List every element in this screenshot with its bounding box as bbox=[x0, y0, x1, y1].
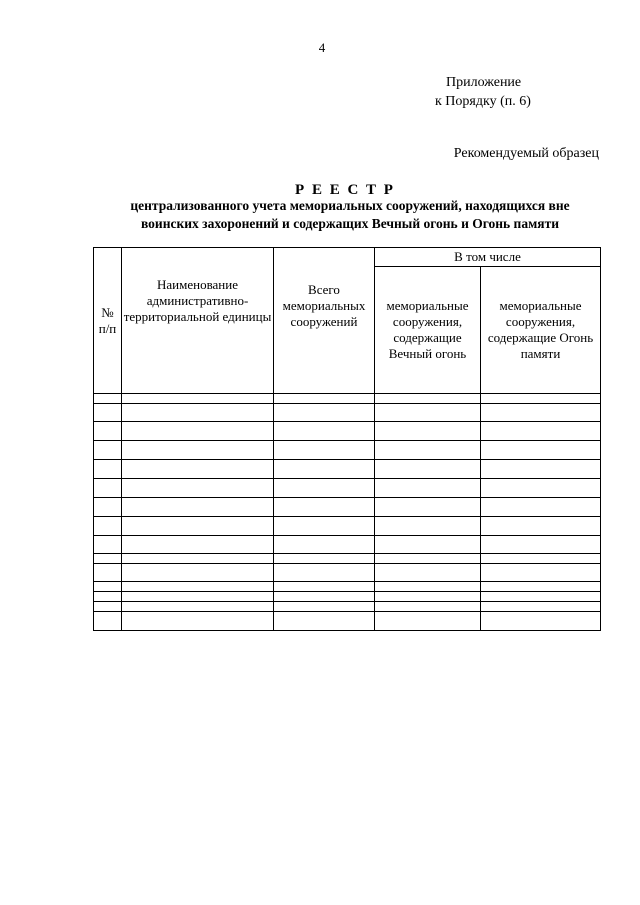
table-row bbox=[94, 394, 601, 404]
table-cell bbox=[481, 460, 601, 479]
table-cell bbox=[122, 479, 274, 498]
table-row bbox=[94, 612, 601, 631]
header-territorial-unit bbox=[122, 248, 274, 394]
header-memory-flame bbox=[481, 267, 601, 394]
table-cell bbox=[481, 394, 601, 404]
table-cell bbox=[274, 441, 375, 460]
table-row bbox=[94, 592, 601, 602]
registry-table bbox=[93, 247, 601, 631]
table-cell bbox=[481, 536, 601, 554]
table-header bbox=[94, 248, 601, 394]
table-cell bbox=[481, 592, 601, 602]
header-total bbox=[274, 248, 375, 394]
table-cell bbox=[481, 441, 601, 460]
header-total-label: Всего мемориальных сооружений bbox=[282, 281, 366, 329]
table-row bbox=[94, 582, 601, 592]
table-cell bbox=[481, 479, 601, 498]
table-row bbox=[94, 441, 601, 460]
table-cell bbox=[274, 612, 375, 631]
table-row bbox=[94, 554, 601, 564]
header-eternal-flame bbox=[375, 267, 481, 394]
table-row bbox=[94, 404, 601, 422]
table-cell bbox=[481, 498, 601, 517]
table-row bbox=[94, 517, 601, 536]
table-cell bbox=[94, 564, 122, 582]
table-cell bbox=[274, 404, 375, 422]
table-cell bbox=[94, 582, 122, 592]
table-cell bbox=[122, 498, 274, 517]
table-cell bbox=[274, 582, 375, 592]
table-cell bbox=[274, 517, 375, 536]
table-row bbox=[94, 479, 601, 498]
table-cell bbox=[122, 441, 274, 460]
table-cell bbox=[375, 404, 481, 422]
table-cell bbox=[375, 517, 481, 536]
header-number-label: № п/п bbox=[98, 304, 117, 336]
table-cell bbox=[122, 517, 274, 536]
table-cell bbox=[122, 394, 274, 404]
table-row bbox=[94, 564, 601, 582]
table-cell bbox=[481, 582, 601, 592]
document-subtitle bbox=[60, 197, 640, 233]
page-number: 4 bbox=[318, 40, 326, 55]
table-cell bbox=[375, 554, 481, 564]
table-row bbox=[94, 498, 601, 517]
table-cell bbox=[481, 612, 601, 631]
table-cell bbox=[122, 602, 274, 612]
table-cell bbox=[274, 498, 375, 517]
table-cell bbox=[94, 404, 122, 422]
table-cell bbox=[375, 582, 481, 592]
table-cell bbox=[94, 602, 122, 612]
appendix-line-1: Приложение bbox=[446, 75, 522, 90]
table-cell bbox=[94, 394, 122, 404]
table-cell bbox=[375, 498, 481, 517]
header-number bbox=[94, 248, 122, 394]
table-cell bbox=[481, 564, 601, 582]
table-cell bbox=[274, 564, 375, 582]
table-cell bbox=[375, 422, 481, 441]
table-cell bbox=[481, 517, 601, 536]
table-cell bbox=[122, 460, 274, 479]
table-cell bbox=[375, 564, 481, 582]
table-row bbox=[94, 602, 601, 612]
table-cell bbox=[481, 602, 601, 612]
table-cell bbox=[375, 394, 481, 404]
table-cell bbox=[94, 554, 122, 564]
table-cell bbox=[375, 479, 481, 498]
table-row bbox=[94, 460, 601, 479]
header-memory-flame-label: мемориальные сооружения, содержащие Огонь памяти bbox=[487, 298, 594, 361]
table-cell bbox=[94, 498, 122, 517]
table-cell bbox=[122, 564, 274, 582]
recommended-sample-label: Рекомендуемый образец bbox=[453, 146, 599, 161]
table-cell bbox=[274, 479, 375, 498]
table-cell bbox=[375, 441, 481, 460]
table-cell bbox=[122, 536, 274, 554]
table-cell bbox=[94, 536, 122, 554]
table-body bbox=[94, 394, 601, 631]
table-cell bbox=[375, 536, 481, 554]
table-cell bbox=[375, 602, 481, 612]
table-cell bbox=[375, 592, 481, 602]
table-cell bbox=[122, 422, 274, 441]
table-cell bbox=[274, 602, 375, 612]
table-cell bbox=[274, 394, 375, 404]
subtitle-line-2: воинских захоронений и содержащих Вечный огонь и Огонь памяти bbox=[140, 216, 559, 231]
table-cell bbox=[481, 422, 601, 441]
table-cell bbox=[122, 554, 274, 564]
table-cell bbox=[94, 612, 122, 631]
table-cell bbox=[122, 582, 274, 592]
table-cell bbox=[375, 460, 481, 479]
appendix-line-2: к Порядку (п. 6) bbox=[435, 94, 531, 109]
table-cell bbox=[122, 612, 274, 631]
header-territorial-unit-label: Наименование административно-территориальной единицы bbox=[123, 276, 272, 324]
header-eternal-flame-label: мемориальные сооружения, содержащие Вечный огонь bbox=[386, 298, 469, 361]
table-cell bbox=[274, 554, 375, 564]
document-title: Р Е Е С Т Р bbox=[295, 182, 395, 198]
table-cell bbox=[122, 592, 274, 602]
table-cell bbox=[94, 517, 122, 536]
table-cell bbox=[94, 592, 122, 602]
table-row bbox=[94, 422, 601, 441]
table-cell bbox=[122, 404, 274, 422]
table-cell bbox=[274, 460, 375, 479]
table-cell bbox=[481, 404, 601, 422]
table-cell bbox=[94, 479, 122, 498]
table-cell bbox=[274, 592, 375, 602]
subtitle-line-1: централизованного учета мемориальных сооружений, находящихся вне bbox=[130, 198, 570, 213]
header-including-label: В том числе bbox=[454, 249, 521, 264]
table-cell bbox=[375, 612, 481, 631]
table-cell bbox=[274, 536, 375, 554]
table-cell bbox=[274, 422, 375, 441]
header-including bbox=[375, 248, 601, 267]
table-cell bbox=[481, 554, 601, 564]
table-cell bbox=[94, 422, 122, 441]
appendix-note bbox=[420, 73, 560, 111]
table-cell bbox=[94, 441, 122, 460]
table-cell bbox=[94, 460, 122, 479]
table-row bbox=[94, 536, 601, 554]
